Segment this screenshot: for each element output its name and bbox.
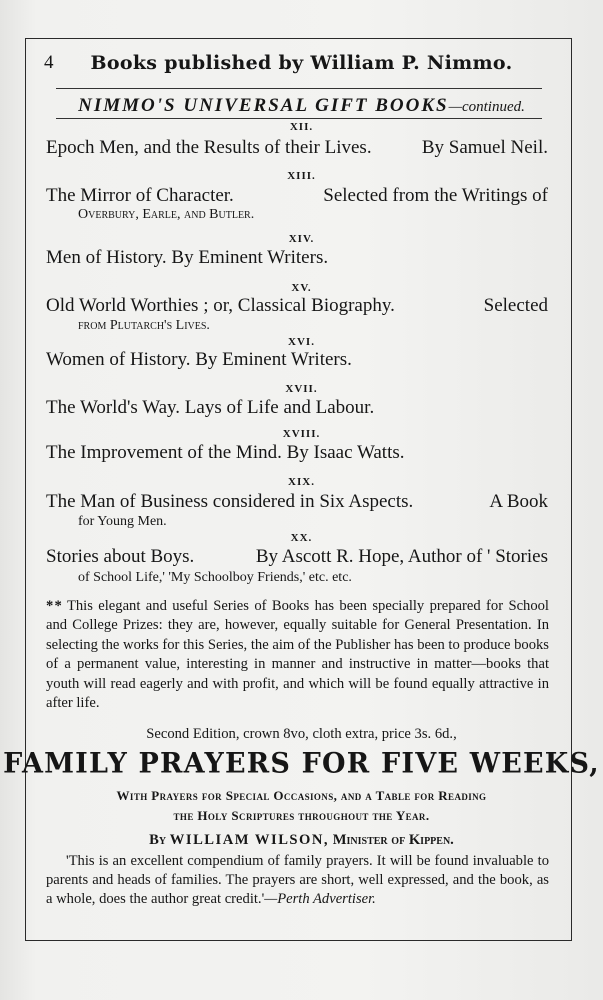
author-name: WILLIAM WILSON,: [169, 832, 330, 848]
entry-number: XX.: [290, 532, 313, 544]
book-author: [0, 832, 603, 849]
entry-number: XII.: [289, 121, 314, 133]
book-subtitle: [0, 786, 603, 826]
running-title: Books published by William P. Nimmo.: [90, 52, 513, 74]
book-subtitle-line: With Prayers for Special Occasions, and a Table for Reading: [116, 788, 487, 803]
entry-number: XV.: [291, 282, 312, 294]
review-quote: [46, 852, 549, 910]
entry-subline: for Young Men.: [78, 514, 167, 529]
entry-subline: of School Life,' 'My Schoolboy Friends,' etc. etc.: [78, 570, 352, 585]
asterism: * *: [46, 598, 62, 614]
series-heading: [0, 95, 603, 117]
entry-subline: Overbury, Earle, and Butler.: [78, 207, 255, 222]
entry-subline: from Plutarch's Lives.: [78, 318, 210, 333]
entry-number: XIX.: [288, 476, 315, 488]
header-rule: [56, 88, 542, 89]
quote-source: —Perth Advertiser.: [264, 891, 376, 908]
entry-title: The World's Way. Lays of Life and Labour.: [46, 397, 375, 418]
entry-title: Epoch Men, and the Results of their Lives. By Samuel Neil.: [46, 137, 548, 158]
series-title: NIMMO'S UNIVERSAL GIFT BOOKS: [78, 95, 449, 116]
page-number: 4: [44, 52, 54, 73]
entry-title: The Improvement of the Mind. By Isaac Watts.: [46, 442, 405, 463]
running-header: [0, 52, 603, 78]
entry-title: Women of History. By Eminent Writers.: [46, 349, 352, 370]
entry-number: XIV.: [288, 233, 315, 245]
series-note-text: This elegant and useful Series of Books has been specially prepared for School and College Prizes: they are, however, equally suitable for General Presentation. In selecting the works for this Series, the aim of the Publisher has been to produce books of a permanent value, interesting in manner and instructive in matter—books that youth will read eagerly and with profit, and which will be found equally attractive in after life.: [46, 598, 549, 712]
entry-number: XVIII.: [282, 428, 321, 440]
edition-line: Second Edition, crown 8vo, cloth extra, price 3s. 6d.,: [146, 726, 457, 742]
entry-title: The Mirror of Character. Selected from the Writings of: [46, 185, 548, 206]
entry-title: Stories about Boys. By Ascott R. Hope, Author of ' Stories: [46, 546, 548, 567]
series-note: [46, 597, 549, 713]
entry-title: Men of History. By Eminent Writers.: [46, 247, 329, 268]
series-continued: —continued.: [448, 99, 525, 115]
entry-title: Old World Worthies ; or, Classical Biography. Selected: [46, 295, 548, 316]
entry-number: XVI.: [288, 336, 315, 348]
entry-title: The Man of Business considered in Six Aspects. A Book: [46, 491, 548, 512]
entry-number: XIII.: [287, 170, 316, 182]
book-subtitle-line: the Holy Scriptures throughout the Year.: [173, 808, 430, 823]
author-by: By: [149, 832, 167, 848]
author-role: Minister of Kippen.: [332, 832, 454, 848]
book-title: FAMILY PRAYERS FOR FIVE WEEKS,: [3, 747, 600, 780]
quote-text: 'This is an excellent compendium of family prayers. It will be found invaluable to parents and heads of families. The prayers are short, well expressed, and the book, as a whole, does the author great credit.': [46, 853, 549, 908]
series-rule: [56, 118, 542, 119]
entry-number: XVII.: [285, 383, 318, 395]
